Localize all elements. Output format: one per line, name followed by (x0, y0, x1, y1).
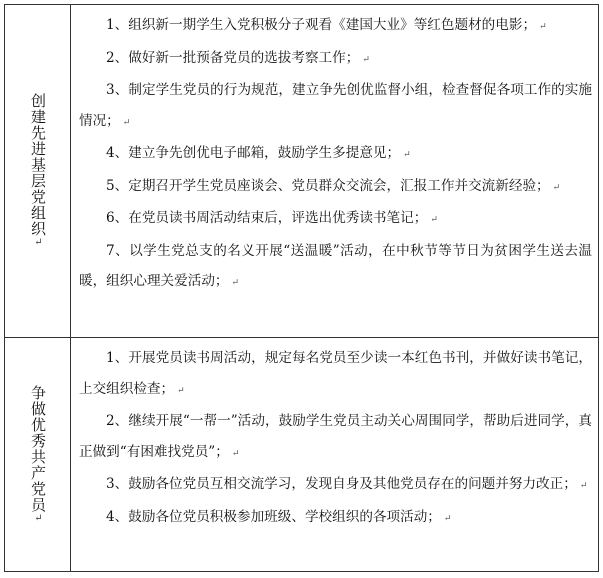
return-mark: ↵ (177, 385, 185, 396)
return-mark: ↵ (539, 22, 547, 32)
return-mark: ↵ (579, 481, 588, 491)
return-mark: ↵ (430, 215, 438, 225)
list-item: 2、做好新一批预备党员的选拔考察工作； ↵ (106, 49, 370, 66)
list-item: 1、组织新一期学生入党积极分子观看《建国大业》等红色题材的电影； ↵ (106, 17, 547, 33)
list-item: 2、继续开展“一帮一”活动，鼓励学生党员主动关心周围同学，帮助后进同学，真正做到“有困难找党员”； ↵ (79, 413, 592, 460)
table-row-section-2 (5, 338, 598, 571)
return-mark: ↵ (122, 117, 131, 128)
return-mark: ↵ (443, 513, 452, 524)
section-content-cell (71, 5, 598, 337)
section-label: 争做优秀共产党员↵ (29, 384, 47, 525)
list-item: 1、开展党员读书周活动，规定每名党员至少读一本红色书刊，并做好读书笔记，上交组织检查； ↵ (79, 350, 592, 397)
return-mark: ↵ (552, 182, 561, 193)
list-item: 6、在党员读书周活动结束后，评选出优秀读书笔记； ↵ (106, 210, 438, 226)
table-row-section-1 (5, 5, 598, 338)
plan-table (4, 4, 599, 572)
return-mark: ↵ (231, 278, 240, 288)
list-item: 4、鼓励各位党员积极参加班级、学校组织的各项活动； ↵ (106, 508, 452, 525)
section-content-cell (71, 338, 598, 571)
return-mark: ↵ (362, 54, 370, 65)
section-label-cell (5, 5, 71, 337)
section-label-cell (5, 338, 71, 571)
list-item: 3、制定学生党员的行为规范，建立争先创优监督小组，检查督促各项工作的实施情况； ↵ (79, 82, 592, 129)
list-item: 4、建立争先创优电子邮箱，鼓励学生多提意见； ↵ (106, 145, 411, 161)
cell-end-mark: ↵ (33, 512, 44, 525)
list-item: 3、鼓励各位党员互相交流学习，发现自身及其他党员存在的问题并努力改正； ↵ (106, 476, 588, 492)
cell-end-mark: ↵ (33, 237, 44, 249)
return-mark: ↵ (403, 150, 411, 160)
section-label: 创建先进基层党组织↵ (29, 93, 47, 249)
return-mark: ↵ (231, 448, 240, 459)
list-item: 7、以学生党总支的名义开展“送温暖”活动，在中秋节等节日为贫困学生送去温暖，组织心理关爱活动； ↵ (79, 242, 592, 289)
list-item: 5、定期召开学生党员座谈会、党员群众交流会，汇报工作并交流新经验； ↵ (106, 177, 561, 194)
